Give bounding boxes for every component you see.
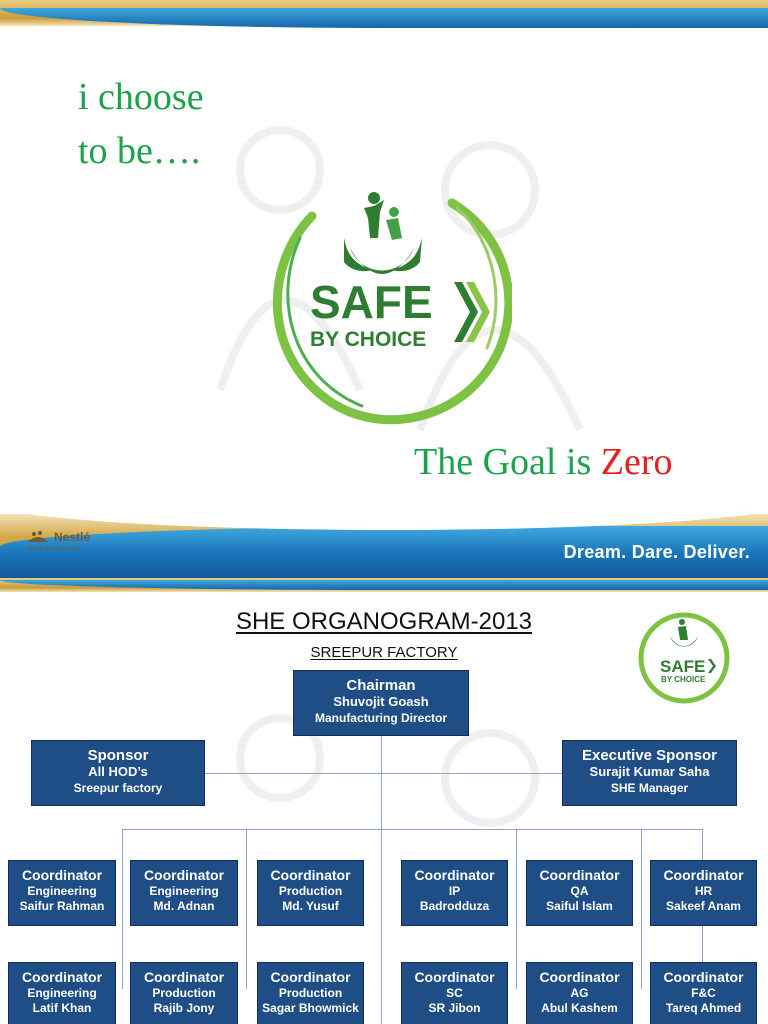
coordinator-role: Coordinator (539, 867, 620, 883)
coordinator-box (526, 962, 633, 1024)
coordinator-name: Tareq Ahmed (665, 1001, 742, 1015)
choose-line-1: i choose (78, 76, 204, 118)
coordinator-name: Badrodduza (419, 899, 490, 913)
coordinator-box (8, 962, 116, 1024)
chairman-role: Chairman (346, 677, 416, 694)
sponsor-box (31, 740, 205, 806)
coordinator-dept: Engineering (27, 986, 97, 1000)
executive-sponsor-box (562, 740, 737, 806)
coordinator-role: Coordinator (663, 969, 744, 985)
small-logo-safe-text: SAFE (660, 657, 706, 676)
coordinator-box (650, 860, 757, 926)
coordinator-name: Sakeef Anam (666, 899, 741, 913)
logo-by-choice-text: BY CHOICE (310, 328, 427, 351)
top-decorative-band (0, 0, 768, 40)
coordinator-dept: Engineering (149, 884, 219, 898)
top-decorative-band-2 (0, 578, 768, 602)
nestle-brand (26, 530, 90, 552)
coordinator-name: Md. Yusuf (282, 899, 339, 913)
safe-by-choice-logo (252, 178, 512, 428)
chairman-box (293, 670, 469, 736)
goal-prefix: The Goal is (414, 441, 592, 483)
brand-subtitle: Nestlé in South Asia (26, 546, 80, 552)
coordinator-box (401, 962, 508, 1024)
coordinator-role: Coordinator (21, 969, 103, 985)
choose-line-2: to be…. (78, 130, 201, 172)
coordinator-name: Latif Khan (32, 1001, 92, 1015)
exec-sponsor-role: Executive Sponsor (581, 747, 718, 764)
coordinator-dept: HR (694, 884, 713, 898)
sponsor-desc: Sreepur factory (73, 781, 163, 795)
safe-by-choice-small-logo (636, 610, 732, 706)
coordinator-box (8, 860, 116, 926)
coordinator-box (650, 962, 757, 1024)
goal-statement (414, 440, 673, 484)
small-logo-by-choice-text: BY CHOICE (661, 675, 706, 684)
coordinator-dept: Production (152, 986, 216, 1000)
exec-sponsor-name: Surajit Kumar Saha (589, 764, 710, 779)
coordinator-name: Sagar Bhowmick (262, 1001, 359, 1015)
coordinator-box (526, 860, 633, 926)
coordinator-role: Coordinator (270, 867, 351, 883)
coordinator-name: Saifur Rahman (19, 899, 105, 913)
coordinator-box (130, 860, 238, 926)
coordinator-box (401, 860, 508, 926)
coordinator-role: Coordinator (143, 969, 225, 985)
organogram-subtitle-text: SREEPUR FACTORY (310, 644, 458, 661)
coordinator-role: Coordinator (663, 867, 744, 883)
coordinator-dept: QA (570, 884, 589, 898)
tagline: Dream. Dare. Deliver. (563, 542, 750, 562)
coordinator-name: Md. Adnan (153, 899, 215, 913)
organogram-title-text: SHE ORGANOGRAM-2013 (235, 608, 533, 635)
nestle-nest-icon (26, 530, 50, 544)
coordinator-dept: F&C (691, 986, 716, 1000)
coordinator-role: Coordinator (539, 969, 620, 985)
coordinator-dept: Production (278, 884, 343, 898)
logo-safe-text: SAFE (310, 276, 433, 328)
chairman-name: Shuvojit Goash (333, 694, 429, 709)
coordinator-box (257, 860, 364, 926)
connector-line (381, 736, 382, 1024)
coordinator-role: Coordinator (143, 867, 225, 883)
brand-name: Nestlé (54, 530, 91, 544)
connector-line (641, 829, 642, 989)
coordinator-dept: AG (570, 986, 589, 1000)
connector-line (516, 829, 517, 989)
coordinator-name: Saiful Islam (546, 899, 613, 913)
sponsor-role: Sponsor (87, 747, 149, 764)
connector-line (122, 829, 123, 989)
coordinator-dept: IP (448, 884, 461, 898)
slide-she-organogram (0, 578, 768, 1024)
coordinator-role: Coordinator (414, 969, 495, 985)
connector-line (205, 773, 562, 774)
coordinator-box (130, 962, 238, 1024)
coordinator-dept: Production (278, 986, 343, 1000)
coordinator-name: SR Jibon (428, 1001, 481, 1015)
coordinator-dept: Engineering (27, 884, 97, 898)
coordinator-box (257, 962, 364, 1024)
coordinator-role: Coordinator (270, 969, 351, 985)
goal-zero: Zero (600, 441, 673, 483)
choose-heading (78, 70, 204, 178)
sponsor-name: All HOD’s (88, 764, 148, 779)
connector-line (122, 829, 702, 830)
coordinator-name: Rajib Jony (153, 1001, 215, 1015)
bottom-decorative-band (0, 500, 768, 578)
connector-line (246, 829, 247, 989)
coordinator-dept: SC (446, 986, 463, 1000)
coordinator-role: Coordinator (414, 867, 495, 883)
exec-sponsor-desc: SHE Manager (610, 781, 689, 795)
chairman-desc: Manufacturing Director (314, 711, 447, 725)
coordinator-name: Abul Kashem (541, 1001, 618, 1015)
coordinator-role: Coordinator (21, 867, 103, 883)
